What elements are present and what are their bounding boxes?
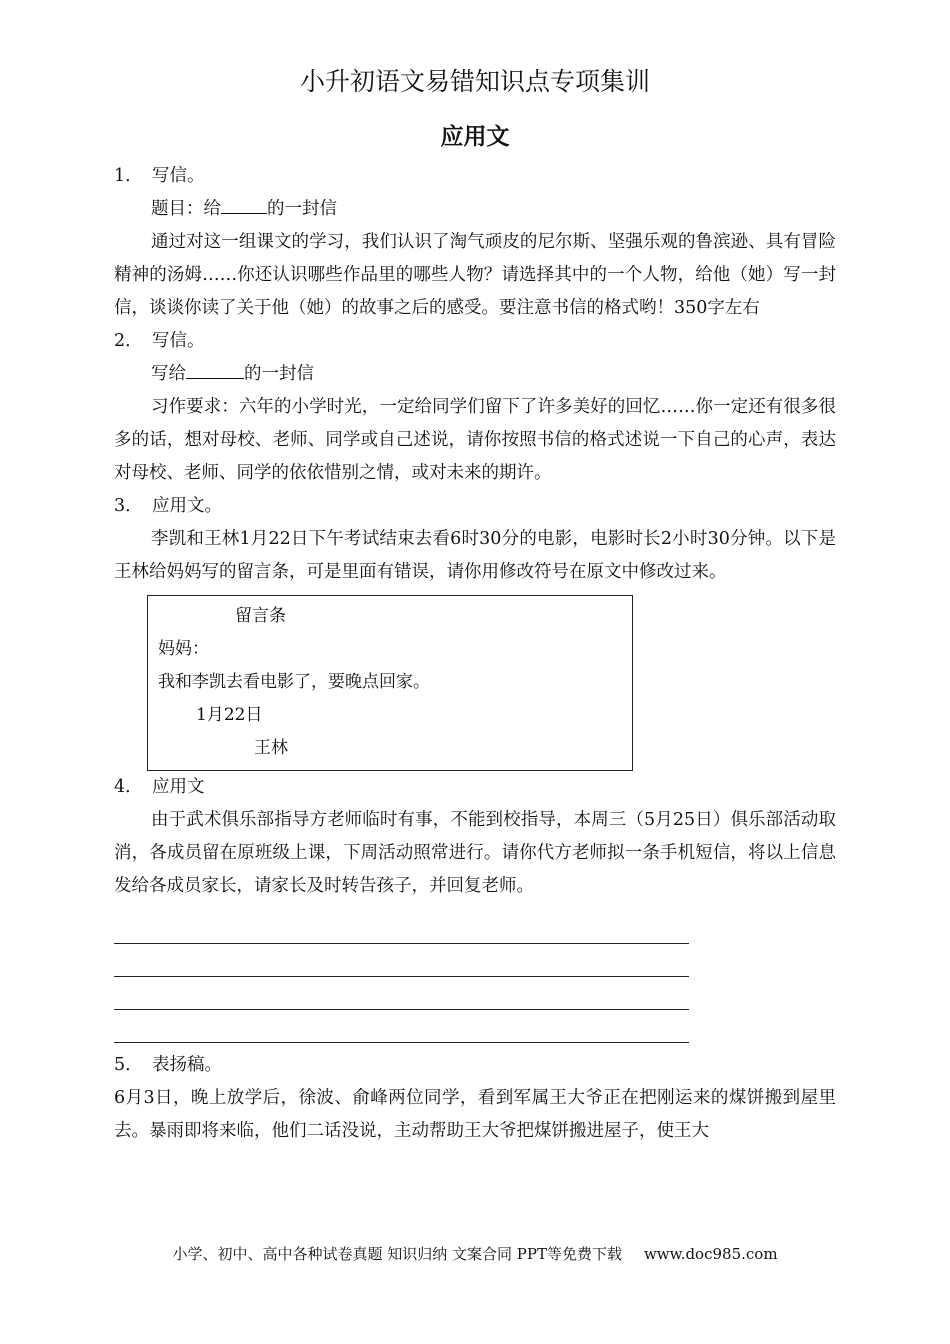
question-type: 写信。 bbox=[152, 331, 205, 351]
question-2-body: 习作要求：六年的小学时光，一定给同学们留下了许多美好的回忆……你一定还有很多很多的话，想对母校、老师、同学或自己述说，请你按照书信的格式述说一下自己的心声，表达对母校、老师、同学的依依惜别之情，或对未来的期许。 bbox=[114, 397, 836, 483]
section-title: 应用文 bbox=[440, 124, 510, 150]
topic-suffix: 的一封信 bbox=[244, 364, 314, 384]
topic-prefix: 写给 bbox=[151, 364, 186, 384]
question-1-topic bbox=[114, 193, 836, 226]
fill-blank[interactable] bbox=[186, 360, 244, 379]
question-type: 写信。 bbox=[152, 166, 205, 186]
question-2-topic bbox=[114, 358, 836, 391]
answer-line[interactable] bbox=[114, 911, 689, 944]
question-3-body: 李凯和王林1月22日下午考试结束去看6时30分的电影，电影时长2小时30分钟。以下是王林给妈妈写的留言条，可是里面有错误，请你用修改符号在原文中修改过来。 bbox=[114, 529, 836, 582]
topic-prefix: 题目：给 bbox=[151, 199, 221, 219]
page-title: 小升初语文易错知识点专项集训 bbox=[299, 67, 650, 96]
question-4-body: 由于武术俱乐部指导方老师临时有事，不能到校指导，本周三（5月25日）俱乐部活动取消，各成员留在原班级上课，下周活动照常进行。请你代方老师拟一条手机短信，将以上信息发给各成员家长，请家长及时转告孩子，并回复老师。 bbox=[114, 810, 836, 896]
note-date: 1月22日 bbox=[196, 705, 263, 725]
question-list bbox=[114, 160, 836, 1148]
note-salutation: 妈妈： bbox=[158, 639, 209, 659]
question-3-header bbox=[114, 490, 836, 523]
page-footer bbox=[0, 1243, 950, 1264]
question-5-header bbox=[114, 1049, 836, 1082]
note-message: 我和李凯去看电影了，要晚点回家。 bbox=[158, 672, 430, 692]
question-2-header bbox=[114, 325, 836, 358]
question-number: 4． bbox=[114, 777, 143, 797]
topic-suffix: 的一封信 bbox=[267, 199, 337, 219]
question-1-body: 通过对这一组课文的学习，我们认识了淘气顽皮的尼尔斯、坚强乐观的鲁滨逊、具有冒险精神的汤姆……你还认识哪些作品里的哪些人物？请选择其中的一个人物，给他（她）写一封信，谈谈你读了关于他（她）的故事之后的感受。要注意书信的格式哟！350字左右 bbox=[114, 232, 836, 318]
footer-site-link[interactable]: www.doc985.com bbox=[643, 1245, 778, 1263]
answer-line[interactable] bbox=[114, 944, 689, 977]
answer-line[interactable] bbox=[114, 1010, 689, 1043]
question-number: 2． bbox=[114, 331, 143, 351]
question-4-header bbox=[114, 771, 836, 804]
answer-line[interactable] bbox=[114, 977, 689, 1010]
question-5-body: 6月3日，晚上放学后，徐波、俞峰两位同学，看到军属王大爷正在把刚运来的煤饼搬到屋里去。暴雨即将来临，他们二话没说，主动帮助王大爷把煤饼搬进屋子，使王大 bbox=[114, 1088, 836, 1141]
footer-text: 小学、初中、高中各种试卷真题 知识归纳 文案合同 PPT等免费下载 bbox=[172, 1245, 622, 1263]
note-heading: 留言条 bbox=[235, 606, 286, 626]
question-number: 1． bbox=[114, 166, 143, 186]
note-signature: 王林 bbox=[254, 738, 288, 758]
question-number: 3． bbox=[114, 496, 143, 516]
question-type: 应用文 bbox=[152, 777, 205, 797]
question-type: 表扬稿。 bbox=[152, 1055, 222, 1075]
question-number: 5． bbox=[114, 1055, 143, 1075]
question-type: 应用文。 bbox=[152, 496, 222, 516]
fill-blank[interactable] bbox=[221, 195, 267, 214]
message-note-box bbox=[147, 595, 633, 771]
question-1-header bbox=[114, 160, 836, 193]
